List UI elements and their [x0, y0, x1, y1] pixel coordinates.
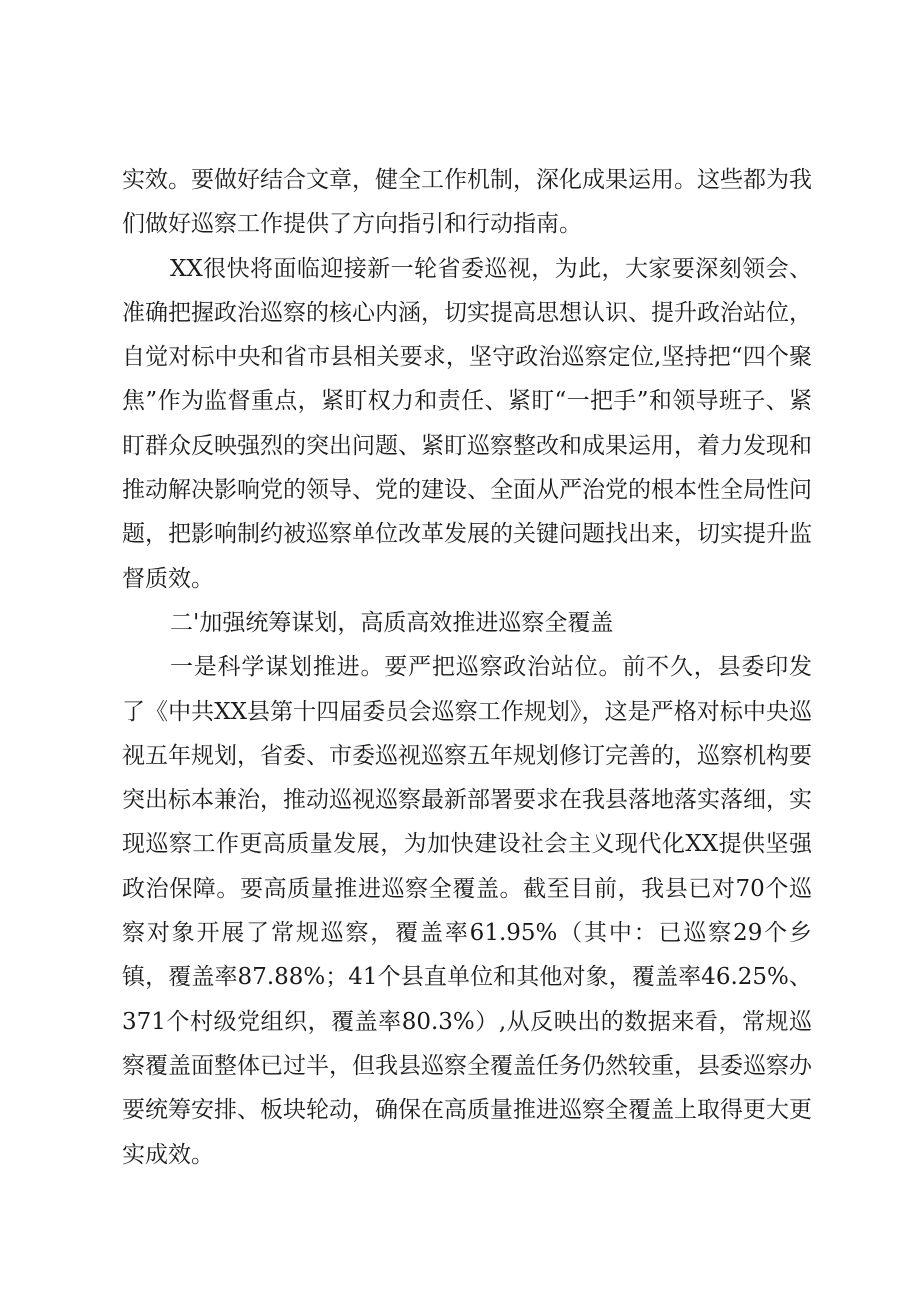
paragraph-3: 一是科学谋划推进。要严把巡察政治站位。前不久，县委印发了《中共XX县第十四届委员会巡察工作规划》，这是严格对标中央巡视五年规划，省委、市委巡视巡察五年规划修订完善的，巡察机构要突出标本兼治，推动巡视巡察最新部署要求在我县落地落实落细，实现巡察工作更高质量发展，为加快建设社会主义现代化XX提供坚强政治保障。要高质量推进巡察全覆盖。截至目前，我县已对70个巡察对象开展了常规巡察，覆盖率61.95%（其中：已巡察29个乡镇，覆盖率87.88%；41个县直单位和其他对象，覆盖率46.25%、371个村级党组织，覆盖率80.3%）,从反映出的数据来看，常规巡察覆盖面整体已过半，但我县巡察全覆盖任务仍然较重，县委巡察办要统筹安排、板块轮动，确保在高质量推进巡察全覆盖上取得更大更实成效。: [122, 654, 812, 1168]
paragraph-2: XX很快将面临迎接新一轮省委巡视，为此，大家要深刻领会、准确把握政治巡察的核心内涵，切实提高思想认识、提升政治站位，自觉对标中央和省市县相关要求，坚守政治巡察定位,坚持把“四个聚焦”作为监督重点，紧盯权力和责任、紧盯“一把手”和领导班子、紧盯群众反映强烈的突出问题、紧盯巡察整改和成果运用，着力发现和推动解决影响党的领导、党的建设、全面从严治党的根本性全局性问题，把影响制约被巡察单位改革发展的关键问题找出来，切实提升监督质效。: [122, 255, 812, 592]
body-text: [122, 158, 812, 1177]
section-heading-2: 二'加强统筹谋划，高质高效推进巡察全覆盖: [170, 609, 614, 636]
paragraph-1: 实效。要做好结合文章，健全工作机制，深化成果运用。这些都为我们做好巡察工作提供了方向指引和行动指南。: [122, 167, 812, 238]
